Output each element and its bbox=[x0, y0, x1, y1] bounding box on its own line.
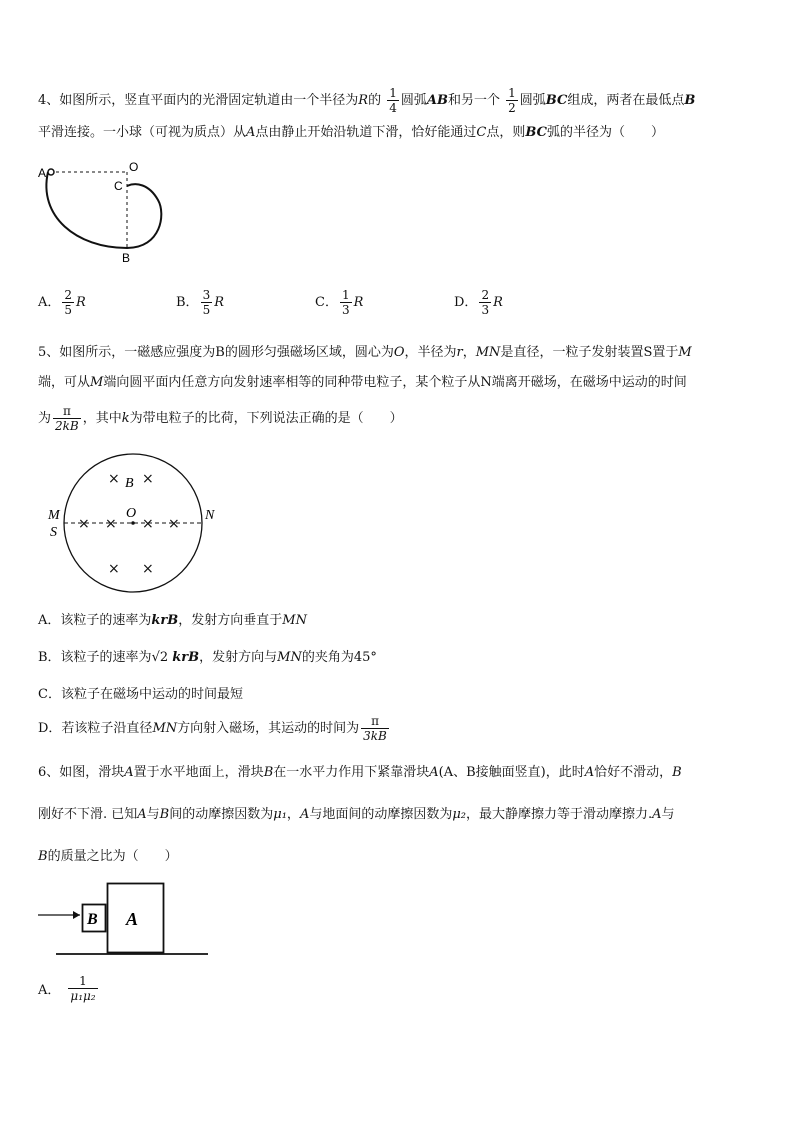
q6-label-A: A bbox=[126, 909, 139, 929]
q4-label-O: O bbox=[129, 160, 139, 174]
q5-label-N: N bbox=[205, 508, 215, 523]
q4-frac-half: $\frac{1}{2}$ bbox=[508, 86, 516, 115]
q4-track-figure bbox=[36, 156, 176, 266]
q4-frac-quarter: $\frac{1}{4}$ bbox=[389, 86, 397, 115]
svg-text:×: × bbox=[78, 516, 90, 532]
q5-magnetic-field-figure bbox=[44, 452, 230, 594]
q5-line3: 为 $\frac{\pi}{2kB}$ ，其中k为带电粒子的比荷，下列说法正确的是（ ） bbox=[38, 404, 403, 433]
q5-label-S: S bbox=[50, 525, 57, 540]
q4-label-C: C bbox=[114, 179, 123, 193]
q5-label-O: O bbox=[126, 506, 137, 521]
q4-option-a[interactable]: A． $\frac{2}{5}$ R bbox=[38, 288, 86, 317]
q4-label-B: B bbox=[122, 251, 131, 265]
svg-text:×: × bbox=[108, 561, 120, 577]
q6-option-a[interactable]: A． $\frac{1}{\text{μ₁μ₂}}$ bbox=[38, 974, 96, 1003]
svg-text:×: × bbox=[142, 471, 154, 487]
q6-line1: 6、如图，滑块A置于水平地面上，滑块B在一水平力作用下紧靠滑块A(A、B接触面竖直)，此时A恰好不滑动，B bbox=[38, 765, 682, 780]
q4-line2: 平滑连接。一小球（可视为质点）从A点由静止开始沿轨道下滑，恰好能通过C点，则BC弧的半径为（ ） bbox=[38, 125, 664, 140]
q4-label-A: A bbox=[38, 166, 47, 180]
q6-label-B: B bbox=[87, 911, 98, 928]
q5-line2: 端，可从M端向圆平面内任意方向发射速率相等的同种带电粒子，某个粒子从N端离开磁场，在磁场中运动的时间 bbox=[38, 375, 687, 390]
svg-text:×: × bbox=[168, 516, 180, 532]
svg-text:×: × bbox=[142, 561, 154, 577]
svg-text:×: × bbox=[108, 471, 120, 487]
q4-option-c[interactable]: C． $\frac{1}{3}$ R bbox=[315, 288, 364, 317]
q6-line3: B的质量之比为（ ） bbox=[38, 849, 178, 864]
q5-line1: 5、如图所示，一磁感应强度为B的圆形匀强磁场区域，圆心为O，半径为r，MN是直径，一粒子发射装置S置于M bbox=[38, 345, 692, 360]
q5-label-M: M bbox=[48, 508, 60, 523]
svg-text:×: × bbox=[105, 516, 117, 532]
svg-text:×: × bbox=[142, 516, 154, 532]
q5-option-a[interactable]: A．该粒子的速率为krB，发射方向垂直于MN bbox=[38, 613, 307, 628]
q4-option-b[interactable]: B． $\frac{3}{5}$ R bbox=[176, 288, 224, 317]
q5-label-B: B bbox=[125, 476, 134, 491]
q4-option-d[interactable]: D． $\frac{2}{3}$ R bbox=[454, 288, 503, 317]
q5-option-d[interactable]: D．若该粒子沿直径MN方向射入磁场，其运动的时间为 $\frac{\pi}{3kB}$ bbox=[38, 714, 387, 743]
q6-blocks-figure bbox=[38, 880, 214, 960]
q6-line2: 刚好不下滑. 已知A与B间的动摩擦因数为μ₁，A与地面间的动摩擦因数为μ₂，最大静摩擦力等于滑动摩擦力.A与 bbox=[38, 807, 675, 822]
q5-option-b[interactable]: B．该粒子的速率为√2 krB，发射方向与MN的夹角为45° bbox=[38, 650, 377, 665]
q5-option-c[interactable]: C．该粒子在磁场中运动的时间最短 bbox=[38, 687, 243, 702]
q4-line1: 4、如图所示，竖直平面内的光滑固定轨道由一个半径为R的 $\frac{1}{4}$ 圆弧AB和另一个 $\frac{1}{2}$ 圆弧BC组成，两者在最低点B bbox=[38, 86, 696, 115]
